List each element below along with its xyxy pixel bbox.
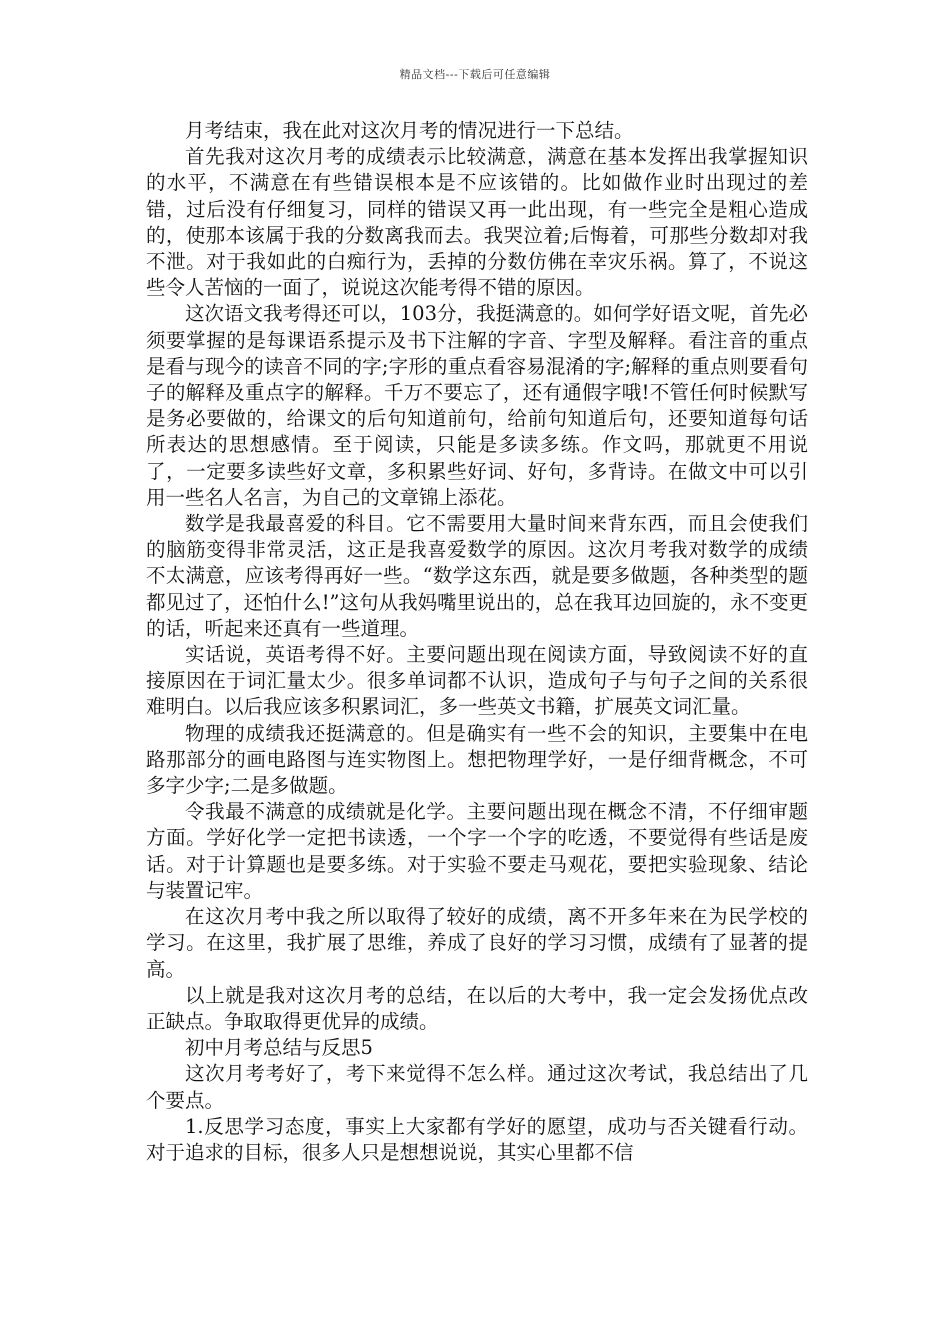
paragraph-english: 实话说，英语考得不好。主要问题出现在阅读方面，导致阅读不好的直接原因在于词汇量太少。很多单词都不认识，造成句子与句子之间的关系很难明白。以后我应该多积累词汇，多一些英文书籍，扩展英文词汇量。 xyxy=(146,643,808,719)
paragraph-overall: 首先我对这次月考的成绩表示比较满意，满意在基本发挥出我掌握知识的水平，不满意在有些错误根本是不应该错的。比如做作业时出现过的差错，过后没有仔细复习，同样的错误又再一此出现，有一些完全是粗心造成的，使那本该属于我的分数离我而去。我哭泣着;后悔着，可那些分数却对我不泄。对于我如此的白痴行为，丢掉的分数仿佛在幸灾乐祸。算了，不说这些令人苦恼的一面了，说说这次能考得不错的原因。 xyxy=(146,145,808,300)
page-header: 精品文档---下载后可任意编辑 xyxy=(399,68,551,81)
paragraph-math: 数学是我最喜爱的科目。它不需要用大量时间来背东西，而且会使我们的脑筋变得非常灵活，这正是我喜爱数学的原因。这次月考我对数学的成绩不太满意，应该考得再好一些。“数学这东西，就是要多做题，各种类型的题都见过了，还怕什么!”这句从我妈嘴里说出的，总在我耳边回旋的，永不变更的话，听起来还真有一些道理。 xyxy=(146,512,808,640)
section-heading: 初中月考总结与反思5 xyxy=(185,1036,373,1060)
paragraph-school: 在这次月考中我之所以取得了较好的成绩，离不开多年来在为民学校的学习。在这里，我扩展了思维，养成了良好的学习习惯，成绩有了显著的提高。 xyxy=(146,905,808,981)
paragraph-intro: 月考结束，我在此对这次月考的情况进行一下总结。 xyxy=(185,119,634,142)
paragraph-summary: 这次月考考好了，考下来觉得不怎么样。通过这次考试，我总结出了几个要点。 xyxy=(146,1062,808,1112)
paragraph-physics: 物理的成绩我还挺满意的。但是确实有一些不会的知识，主要集中在电路那部分的画电路图与连实物图上。想把物理学好，一是仔细背概念，不可多字少字;二是多做题。 xyxy=(146,721,808,798)
paragraph-chinese: 这次语文我考得还可以，103分，我挺满意的。如何学好语文呢，首先必须要掌握的是每课语系提示及书下注解的字音、字型及解释。看注音的重点是看与现今的读音不同的字;字形的重点看容易混淆的字;解释的重点则要看句子的解释及重点字的解释。千万不要忘了，还有通假字哦!不管任何时候默写是务必要做的，给课文的后句知道前句，给前句知道后句，还要知道每句话所表达的思想感情。至于阅读，只能是多读多练。作文吗，那就更不用说了，一定要多读些好文章，多积累些好词、好句，多背诗。在做文中可以引用一些名人名言，为自己的文章锦上添花。 xyxy=(146,302,808,509)
paragraph-conclusion: 以上就是我对这次月考的总结，在以后的大考中，我一定会发扬优点改正缺点。争取取得更优异的成绩。 xyxy=(146,983,808,1033)
paragraph-point-1: 1.反思学习态度，事实上大家都有学好的愿望，成功与否关键看行动。对于追求的目标，很多人只是想想说说，其实心里都不信 xyxy=(146,1114,808,1164)
document-body xyxy=(146,118,808,1166)
paragraph-chemistry: 令我最不满意的成绩就是化学。主要问题出现在概念不清，不仔细审题方面。学好化学一定把书读透，一个字一个字的吃透，不要觉得有些话是废话。对于计算题也是要多练。对于实验不要走马观花，要把实验现象、结论与装置记牢。 xyxy=(146,800,808,902)
